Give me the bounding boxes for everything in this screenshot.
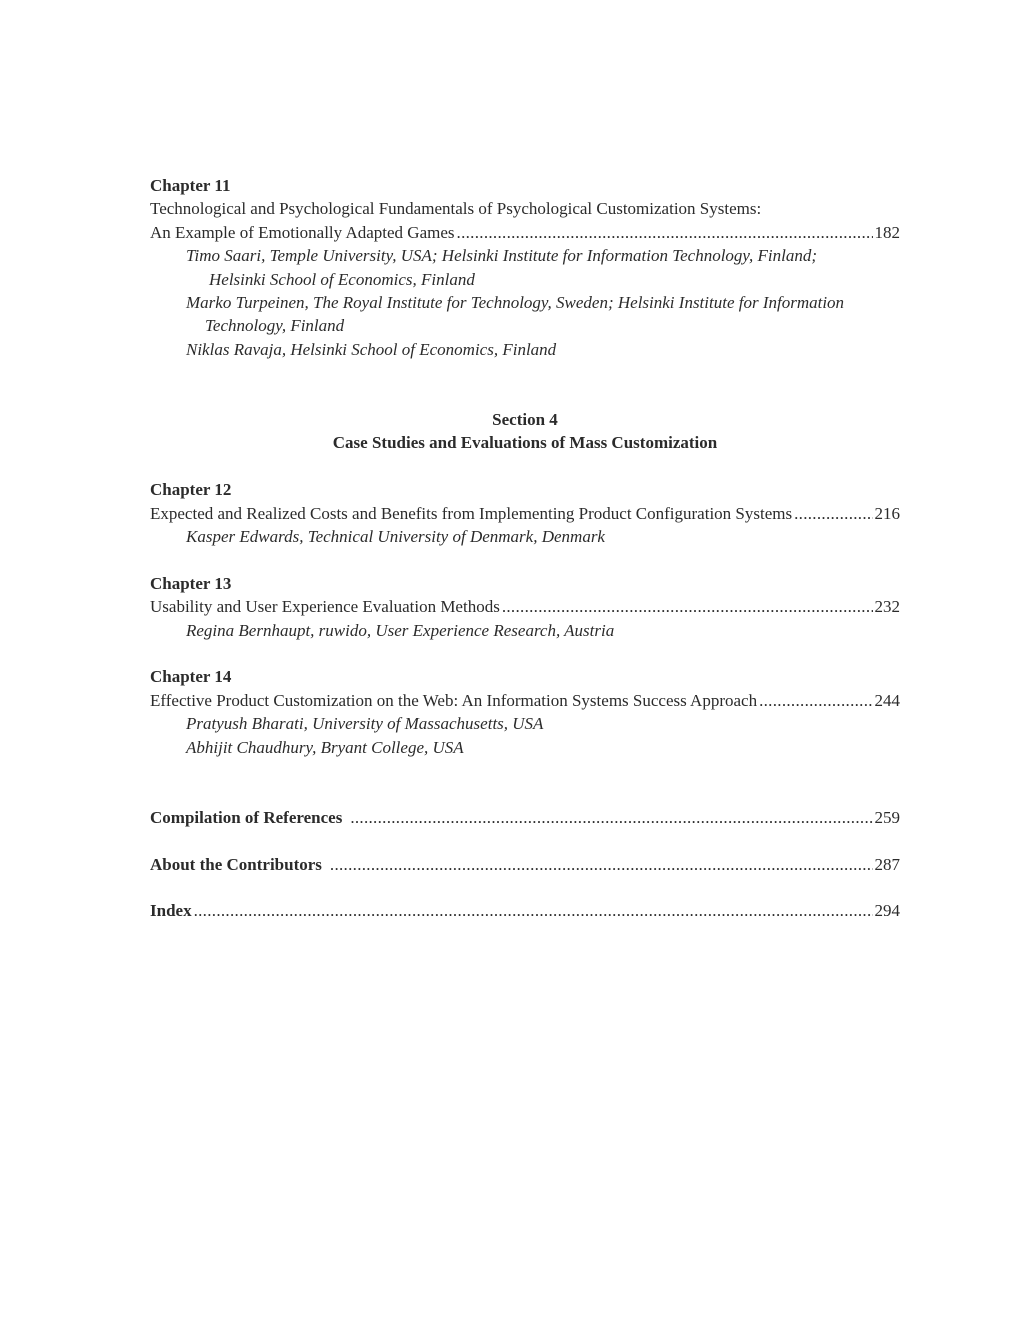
compilation-of-references-entry <box>150 806 900 829</box>
chapter-14-entry <box>150 665 900 759</box>
toc-page <box>150 174 900 923</box>
back-matter-title: About the Contributors <box>150 854 322 874</box>
index-entry <box>150 899 900 922</box>
chapter-title-line: Technological and Psychological Fundamentals of Psychological Customization Systems: <box>150 199 762 219</box>
chapter-label: Chapter 14 <box>150 667 232 687</box>
chapter-label: Chapter 11 <box>150 176 231 195</box>
author-line: Abhijit Chaudhury, Bryant College, USA <box>186 737 464 757</box>
toc-entry-line <box>150 221 900 244</box>
chapter-title: An Example of Emotionally Adapted Games <box>150 222 455 242</box>
back-matter-title: Index <box>150 901 192 921</box>
chapter-title: Effective Product Customization on the Web: An Information Systems Success Approach <box>150 690 758 710</box>
author-text: Timo Saari, Temple University, USA; Helsinki Institute for Information Technology, Finland; <box>186 246 818 266</box>
dot-leader <box>759 689 872 712</box>
author-line <box>150 291 900 338</box>
chapter-title: Usability and User Experience Evaluation Methods <box>150 597 500 617</box>
section-heading <box>150 408 900 455</box>
dot-leader <box>502 595 873 618</box>
dot-leader <box>330 853 873 876</box>
dot-leader <box>794 502 872 525</box>
page-number: 259 <box>874 807 900 827</box>
page-number: 232 <box>874 597 900 617</box>
section-title: Case Studies and Evaluations of Mass Customization <box>332 433 718 453</box>
author-line: Regina Bernhaupt, ruwido, User Experience Research, Austria <box>186 620 615 640</box>
chapter-label: Chapter 12 <box>150 480 232 500</box>
page-number: 287 <box>874 854 900 874</box>
chapter-title: Expected and Realized Costs and Benefits from Implementing Product Configuration Systems <box>150 503 793 523</box>
page-number: 216 <box>874 503 900 523</box>
back-matter-title: Compilation of References <box>150 807 343 827</box>
toc-entry-line <box>150 502 900 525</box>
author-line <box>150 244 900 291</box>
author-text: Marko Turpeinen, The Royal Institute for Technology, Sweden; Helsinki Institute for Information <box>186 293 845 313</box>
dot-leader <box>350 806 872 829</box>
chapter-12-entry <box>150 478 900 548</box>
toc-entry-line <box>150 689 900 712</box>
chapter-13-entry <box>150 572 900 642</box>
author-line: Niklas Ravaja, Helsinki School of Economics, Finland <box>186 339 557 359</box>
dot-leader <box>457 221 873 244</box>
author-line: Kasper Edwards, Technical University of Denmark, Denmark <box>186 527 605 547</box>
page-number: 244 <box>874 690 900 710</box>
chapter-label: Chapter 13 <box>150 573 232 593</box>
chapter-11-entry <box>150 174 900 361</box>
author-line: Pratyush Bharati, University of Massachusetts, USA <box>186 714 544 734</box>
dot-leader <box>194 899 873 922</box>
section-label: Section 4 <box>492 410 558 430</box>
about-the-contributors-entry <box>150 853 900 876</box>
page-number: 294 <box>874 901 900 921</box>
author-text-cont: Helsinki School of Economics, Finland <box>209 269 475 289</box>
toc-entry-line <box>150 595 900 618</box>
author-text-cont: Technology, Finland <box>205 316 345 336</box>
page-number: 182 <box>874 222 900 242</box>
